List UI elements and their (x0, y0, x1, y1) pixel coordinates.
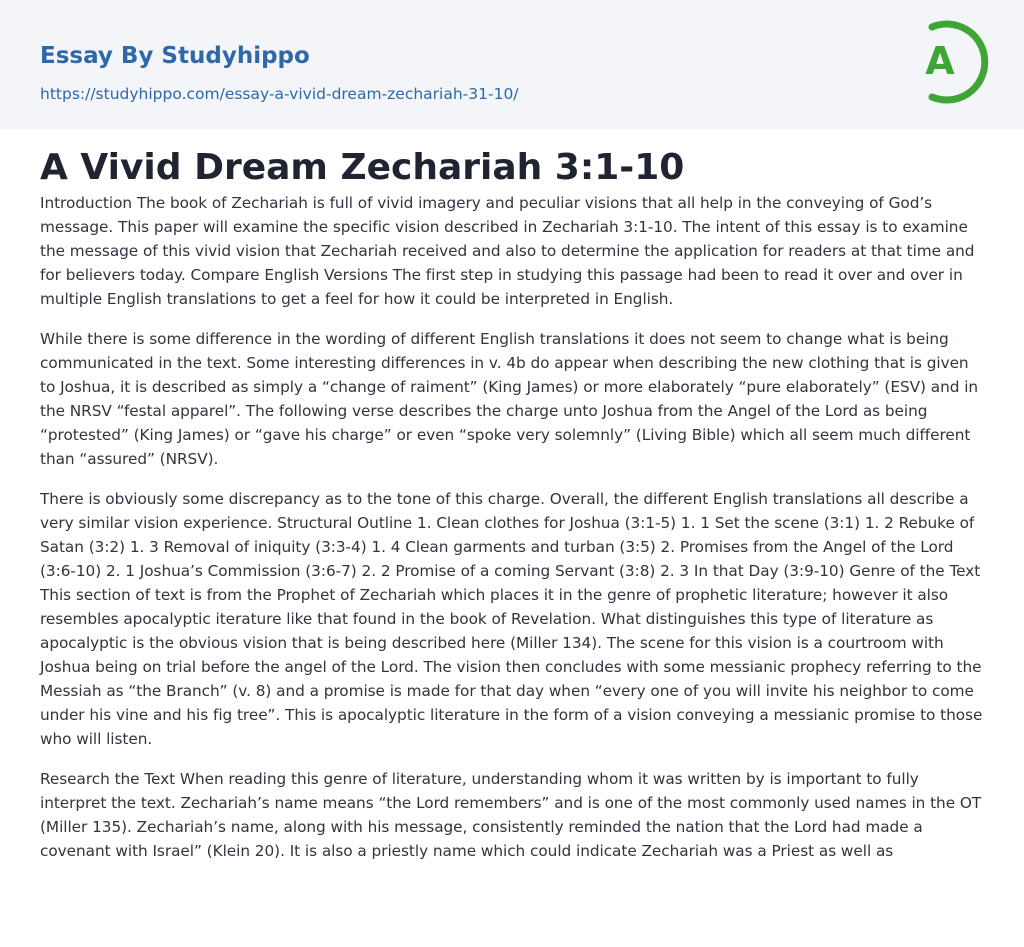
source-url-link[interactable]: https://studyhippo.com/essay-a-vivid-dream-zechariah-31-10/ (40, 85, 519, 103)
article-paragraph: Research the Text When reading this genre of literature, understanding whom it was written by is important to fully interpret the text. Zechariah’s name means “the Lord remembers” and is one of the most commonly used names in the OT (Miller 135). Zechariah’s name, along with his message, consistently reminded the nation that the Lord had made a covenant with Israel” (Klein 20). It is also a priestly name which could indicate Zechariah was a Priest as well as (40, 770, 982, 860)
logo-letter: A (925, 39, 955, 83)
article-paragraph: There is obviously some discrepancy as to the tone of this charge. Overall, the different English translations all describe a very similar vision experience. Structural Outline 1. Clean clothes for Joshua (3:1-5) 1. 1 Set the scene (3:1) 1. 2 Rebuke of Satan (3:2) 1. 3 Removal of iniquity (3:3-4) 1. 4 Clean garments and turban (3:5) 2. Promises from the Angel of the Lord (3:6-10) 2. 1 Joshua’s Commission (3:6-7) 2. 2 Promise of a coming Servant (3:8) 2. 3 In that Day (3:9-10) Genre of the Text This section of text is from the Prophet of Zechariah which places it in the genre of prophetic literature; however it also resembles apocalyptic iterature like that found in the book of Revelation. What distinguishes this type of literature as apocalyptic is the obvious vision that is being described here (Miller 134). The scene for this vision is a courtroom with Joshua being on trial before the angel of the Lord. The vision then concludes with some messianic prophecy referring to the Messiah as “the Branch” (v. 8) and a promise is made for that day when “every one of you will invite his neighbor to come under his vine and his fig tree”. This is apocalyptic literature in the form of a vision conveying a messianic promise to those who will listen. (40, 490, 983, 748)
article-title: A Vivid Dream Zechariah 3:1-10 (40, 147, 685, 188)
article-paragraph: Introduction The book of Zechariah is full of vivid imagery and peculiar visions that all help in the conveying of God’s message. This paper will examine the specific vision described in Zechariah 3:1-10. The intent of this essay is to examine the message of this vivid vision that Zechariah received and also to determine the application for readers at that time and for believers today. Compare English Versions The first step in studying this passage had been to read it over and over in multiple English translations to get a feel for how it could be interpreted in English. (40, 194, 975, 308)
article-paragraph: While there is some difference in the wording of different English translations it does not seem to change what is being communicated in the text. Some interesting differences in v. 4b do appear when describing the new clothing that is given to Joshua, it is described as simply a “change of raiment” (King James) or more elaborately “pure elaborately” (ESV) and in the NRSV “festal apparel”. The following verse describes the charge unto Joshua from the Angel of the Lord as being “protested” (King James) or “gave his charge” or even “spoke very solemnly” (Living Bible) which all seem much different than “assured” (NRSV). (40, 330, 979, 468)
site-brand[interactable]: Essay By Studyhippo (40, 43, 310, 69)
